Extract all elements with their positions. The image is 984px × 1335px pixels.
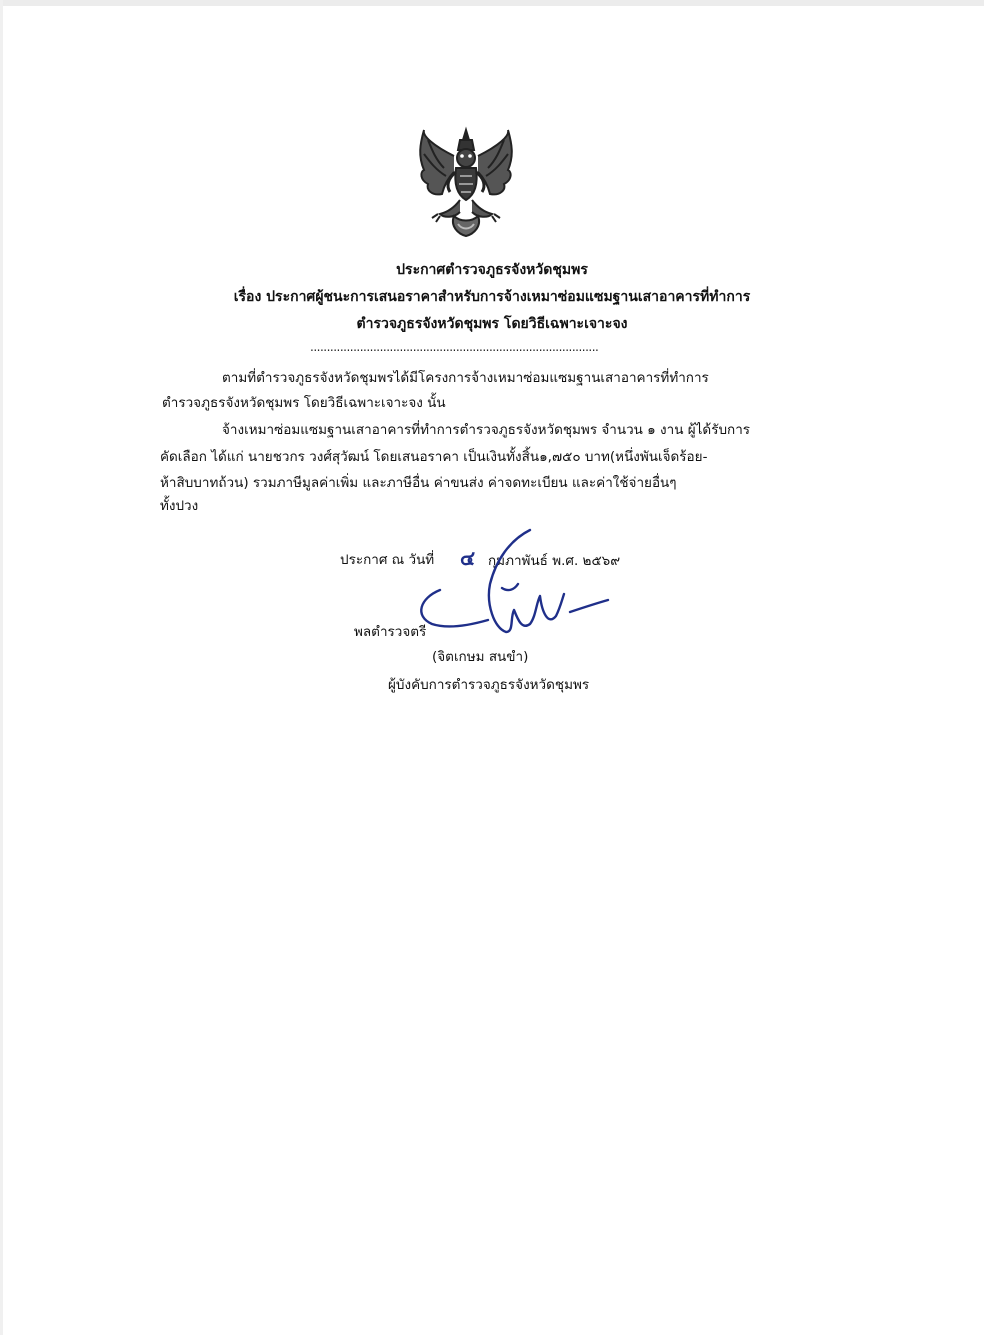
body-paragraph-2-line-2: คัดเลือก ได้แก่ นายชวกร วงศ์สุวัฒน์ โดยเสนอราคา เป็นเงินทั้งสิ้น๑,๗๕๐ บาท(หนึ่งพันเจ็ดร้อย- [160,449,708,465]
page-left-edge [0,0,3,1335]
separator-dots: ....................................................................................... [310,340,599,354]
garuda-emblem-icon [414,126,518,238]
handwritten-signature-icon [410,520,620,650]
body-paragraph-2-line-3: ห้าสิบบาทถ้วน) รวมภาษีมูลค่าเพิ่ม และภาษีอื่น ค่าขนส่ง ค่าจดทะเบียน และค่าใช้จ่ายอื่นๆ [160,475,677,491]
announcement-month-year: กุมภาพันธ์ พ.ศ. ๒๕๖๙ [488,553,621,569]
body-paragraph-1-line-2: ตำรวจภูธรจังหวัดชุมพร โดยวิธีเฉพาะเจาะจง นั้น [162,395,446,411]
announcement-day: ๔ [460,546,476,570]
heading-line-3: ตำรวจภูธรจังหวัดชุมพร โดยวิธีเฉพาะเจาะจง [356,316,628,332]
heading-line-1: ประกาศตำรวจภูธรจังหวัดชุมพร [396,262,588,278]
body-paragraph-2-line-1: จ้างเหมาซ่อมแซมฐานเสาอาคารที่ทำการตำรวจภูธรจังหวัดชุมพร จำนวน ๑ งาน ผู้ได้รับการ [222,422,751,438]
announcement-date-prefix: ประกาศ ณ วันที่ [340,552,435,568]
signatory-position: ผู้บังคับการตำรวจภูธรจังหวัดชุมพร [388,677,590,693]
body-paragraph-1-line-1: ตามที่ตำรวจภูธรจังหวัดชุมพรได้มีโครงการจ้างเหมาซ่อมแซมฐานเสาอาคารที่ทำการ [222,370,709,386]
signatory-rank: พลตำรวจตรี [354,624,427,640]
signatory-name: (จิตเกษม สนขำ) [432,649,529,665]
heading-line-2: เรื่อง ประกาศผู้ชนะการเสนอราคาสำหรับการจ้างเหมาซ่อมแซมฐานเสาอาคารที่ทำการ [233,289,751,305]
body-paragraph-2-line-4: ทั้งปวง [160,498,199,514]
page-top-edge [0,0,984,6]
